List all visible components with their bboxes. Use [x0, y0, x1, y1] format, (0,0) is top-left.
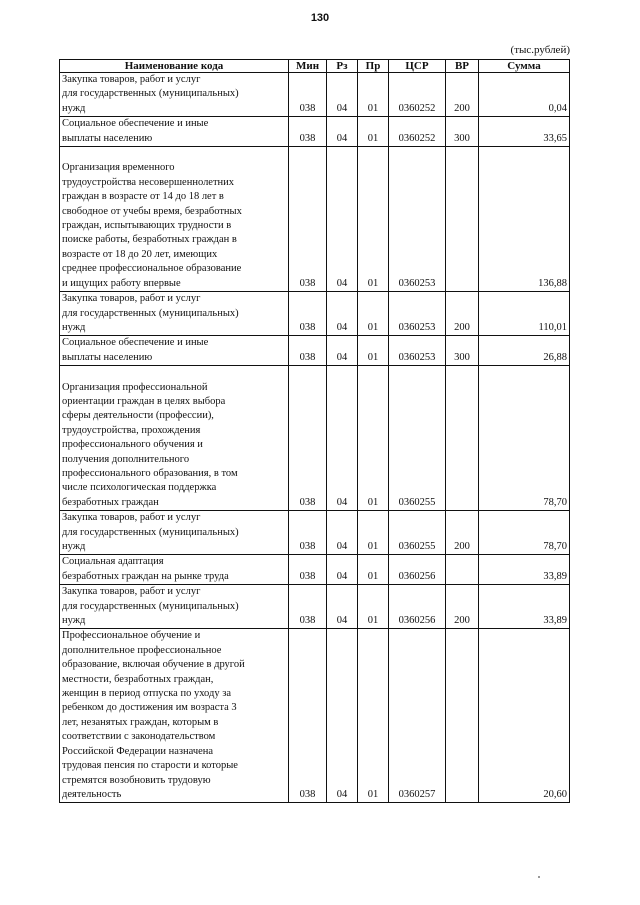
sum-value: 33,65	[479, 117, 570, 147]
item-name: Организация временного трудоустройства несовершеннолетних граждан в возрасте от 14 до 18 лет в свободное от учебы время, безработных граждан, испытывающих трудности в поиске работы, безработных граждан в возрасте от 18 до 20 лет, имеющих среднее профессиональное образование и ищущих работу впервые	[62, 162, 242, 289]
item-name: Закупка товаров, работ и услуг для государственных (муниципальных) нужд	[62, 586, 239, 627]
rz-code: 04	[327, 555, 358, 585]
pr-code: 01	[358, 366, 389, 511]
min-code: 038	[289, 117, 327, 147]
header-sum: Сумма	[479, 60, 570, 73]
min-code: 038	[289, 292, 327, 336]
rz-code: 04	[327, 629, 358, 803]
rz-code: 04	[327, 292, 358, 336]
item-name: Закупка товаров, работ и услуг для государственных (муниципальных) нужд	[62, 512, 239, 552]
vr-code: 200	[446, 511, 479, 555]
table-header-row	[60, 60, 570, 73]
pr-code: 01	[358, 629, 389, 803]
csr-code: 0360255	[389, 511, 446, 555]
item-name: Социальное обеспечение и иные выплаты населению	[62, 118, 209, 144]
csr-code: 0360252	[389, 117, 446, 147]
sum-value: 78,70	[479, 366, 570, 511]
sum-value: 33,89	[479, 555, 570, 585]
sum-value: 26,88	[479, 336, 570, 366]
vr-code	[446, 147, 479, 292]
csr-code: 0360257	[389, 629, 446, 803]
min-code: 038	[289, 366, 327, 511]
header-min: Мин	[289, 60, 327, 73]
vr-code: 300	[446, 117, 479, 147]
sum-value: 136,88	[479, 147, 570, 292]
sum-value: 78,70	[479, 511, 570, 555]
item-name-cell	[60, 292, 289, 336]
sum-value: 0,04	[479, 73, 570, 117]
item-name-cell	[60, 585, 289, 629]
pr-code: 01	[358, 336, 389, 366]
vr-code	[446, 366, 479, 511]
item-name-cell	[60, 555, 289, 585]
sum-value: 110,01	[479, 292, 570, 336]
pr-code: 01	[358, 511, 389, 555]
rz-code: 04	[327, 511, 358, 555]
table-row	[60, 511, 570, 555]
pr-code: 01	[358, 147, 389, 292]
csr-code: 0360253	[389, 336, 446, 366]
budget-table	[59, 59, 570, 803]
table-row	[60, 585, 570, 629]
units-label: (тыс.рублей)	[510, 44, 570, 56]
rz-code: 04	[327, 73, 358, 117]
item-name-cell	[60, 336, 289, 366]
csr-code: 0360256	[389, 585, 446, 629]
table-row	[60, 117, 570, 147]
rz-code: 04	[327, 585, 358, 629]
vr-code: 200	[446, 292, 479, 336]
header-csr: ЦСР	[389, 60, 446, 73]
min-code: 038	[289, 629, 327, 803]
min-code: 038	[289, 147, 327, 292]
item-name: Социальная адаптация безработных граждан на рынке труда	[62, 556, 229, 582]
item-name-cell	[60, 366, 289, 511]
item-name: Закупка товаров, работ и услуг для государственных (муниципальных) нужд	[62, 74, 239, 114]
item-name-cell	[60, 511, 289, 555]
item-name: Профессиональное обучение и дополнительное профессиональное образование, включая обучение в другой местности, безработных граждан, женщин в период отпуска по уходу за ребенком до достижения им возраста 3 лет, незанятых граждан, которым в соответствии с законодательством Российской Федерации назначена трудовая пенсия по старости и которые стремятся возобновить трудовую деятельность	[62, 630, 245, 800]
vr-code	[446, 555, 479, 585]
item-name: Организация профессиональной ориентации граждан в целях выбора сферы деятельности (профессии), трудоустройства, прохождения профессионального обучения и получения дополнительного профессионального образования, в том числе психологическая поддержка безработных граждан	[62, 381, 238, 508]
csr-code: 0360256	[389, 555, 446, 585]
rz-code: 04	[327, 336, 358, 366]
page-number: 130	[310, 12, 330, 24]
table-row	[60, 147, 570, 292]
vr-code: 300	[446, 336, 479, 366]
item-name: Социальное обеспечение и иные выплаты населению	[62, 337, 209, 363]
table-row	[60, 336, 570, 366]
header-name: Наименование кода	[60, 60, 289, 73]
min-code: 038	[289, 585, 327, 629]
csr-code: 0360255	[389, 366, 446, 511]
min-code: 038	[289, 555, 327, 585]
item-name-cell	[60, 117, 289, 147]
min-code: 038	[289, 511, 327, 555]
csr-code: 0360252	[389, 73, 446, 117]
scan-mark	[538, 876, 540, 878]
table-row	[60, 629, 570, 803]
sum-value: 33,89	[479, 585, 570, 629]
pr-code: 01	[358, 73, 389, 117]
pr-code: 01	[358, 585, 389, 629]
min-code: 038	[289, 73, 327, 117]
csr-code: 0360253	[389, 292, 446, 336]
item-name-cell	[60, 629, 289, 803]
sum-value: 20,60	[479, 629, 570, 803]
table-body	[60, 73, 570, 803]
vr-code: 200	[446, 73, 479, 117]
item-name: Закупка товаров, работ и услуг для государственных (муниципальных) нужд	[62, 293, 239, 333]
csr-code: 0360253	[389, 147, 446, 292]
header-pr: Пр	[358, 60, 389, 73]
header-vr: ВР	[446, 60, 479, 73]
item-name-cell	[60, 73, 289, 117]
table-row	[60, 555, 570, 585]
rz-code: 04	[327, 366, 358, 511]
rz-code: 04	[327, 147, 358, 292]
table-row	[60, 73, 570, 117]
table-row	[60, 366, 570, 511]
pr-code: 01	[358, 117, 389, 147]
pr-code: 01	[358, 292, 389, 336]
rz-code: 04	[327, 117, 358, 147]
min-code: 038	[289, 336, 327, 366]
vr-code: 200	[446, 585, 479, 629]
table-row	[60, 292, 570, 336]
pr-code: 01	[358, 555, 389, 585]
vr-code	[446, 629, 479, 803]
item-name-cell	[60, 147, 289, 292]
header-rz: Рз	[327, 60, 358, 73]
